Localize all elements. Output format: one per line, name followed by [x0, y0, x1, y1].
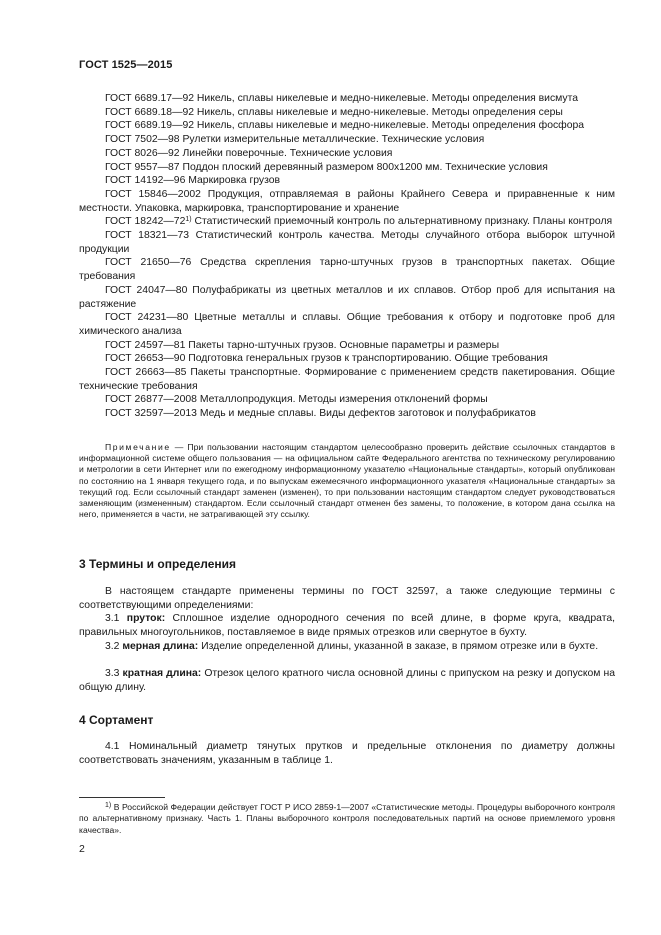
- term-name: кратная длина:: [122, 668, 202, 679]
- reference-title: Пакеты тарно-штучных грузов. Основные параметры и размеры: [188, 339, 500, 351]
- reference-code: ГОСТ 26877—2008: [105, 394, 197, 406]
- reference-item: [79, 215, 615, 229]
- references-note: [79, 442, 615, 520]
- reference-code: ГОСТ 24597—81: [105, 339, 186, 351]
- section-3-intro: В настоящем стандарте применены термины по ГОСТ 32597, а также следующие термины с соответствующими определениями:: [79, 586, 615, 611]
- reference-item: [79, 133, 615, 147]
- term-text: Отрезок целого кратного числа основной длины с припуском на резку и допуском на общую длину.: [79, 668, 616, 693]
- note-text: — При пользовании настоящим стандартом целесообразно проверить действие ссылочных стандартов в информационной системе общего пользования — на официальном сайте Федерального агентства по техническому регулированию и метрологии в сети Интернет или по ежегодному информационному указателю «Национальные стандарты», который опубликован по состоянию на 1 января текущего года, и по выпускам ежемесячного информационного указателя «Национальные стандарты» за текущий год. Если ссылочный стандарт заменен (изменен), то при пользовании настоящим стандартом следует руководствоваться заменяющим (измененным) стандартом. Если ссылочный стандарт отменен без замены, то положение, в котором дана ссылка на него, применяется в части, не затрагивающей эту ссылку.: [79, 442, 616, 520]
- section-3-heading: 3 Термины и определения: [79, 557, 237, 571]
- reference-title: Статистический приемочный контроль по альтернативному признаку. Планы контроля: [194, 216, 613, 228]
- footnote-ref-mark: 1): [185, 216, 192, 224]
- reference-item: [79, 339, 615, 353]
- term-name: мерная длина:: [122, 641, 199, 652]
- reference-code: ГОСТ 26653—90: [105, 353, 186, 365]
- reference-item: [79, 229, 615, 256]
- reference-code: ГОСТ 7502—98: [105, 134, 180, 146]
- footnote-mark: 1): [105, 802, 112, 809]
- term-definition: [79, 640, 615, 654]
- term-definition: [79, 667, 615, 695]
- reference-title: Никель, сплавы никелевые и медно-никелевые. Методы определения серы: [196, 106, 563, 118]
- reference-title: Линейки поверочные. Технические условия: [182, 147, 393, 159]
- document-header: ГОСТ 1525—2015: [79, 59, 173, 71]
- reference-title: Цветные металлы и сплавы. Общие требования к отбору и подготовке проб для химического анализа: [79, 312, 616, 337]
- reference-title: Полуфабрикаты из цветных металлов и их сплавов. Отбор проб для испытания на растяжение: [79, 284, 616, 310]
- reference-code: ГОСТ 24231—80: [105, 312, 189, 324]
- reference-item: [79, 119, 615, 133]
- reference-title: Подготовка генеральных грузов к транспортированию. Общие требования: [188, 353, 548, 365]
- reference-item: [79, 174, 615, 188]
- reference-item: [79, 311, 615, 338]
- reference-code: ГОСТ 6689.17—92: [105, 93, 195, 104]
- reference-code: ГОСТ 15846—2002: [105, 188, 201, 200]
- reference-item: [79, 366, 615, 393]
- reference-code: ГОСТ 24047—80: [105, 284, 188, 296]
- reference-code: ГОСТ 18242—72: [105, 216, 186, 228]
- reference-code: ГОСТ 9557—87: [105, 161, 180, 173]
- reference-title: Маркировка грузов: [188, 175, 281, 187]
- reference-code: ГОСТ 8026—92: [105, 147, 180, 159]
- reference-title: Никель, сплавы никелевые и медно-никелевые. Методы определения фосфора: [196, 120, 585, 132]
- page-number: 2: [79, 843, 85, 855]
- reference-code: ГОСТ 21650—76: [105, 257, 192, 269]
- term-number: 3.2: [105, 641, 120, 652]
- reference-item: [79, 188, 615, 215]
- term-number: 3.3: [105, 668, 120, 679]
- term-text: Сплошное изделие однородного сечения по всей длине, в форме круга, квадрата, правильных многоугольников, поставляемое в виде прямых отрезков или свернутое в бухту.: [79, 613, 615, 638]
- term-definition: [79, 612, 615, 640]
- note-label: Примечание: [105, 442, 171, 452]
- reference-title: Поддон плоский деревянный размером 800х1200 мм. Технические условия: [182, 161, 548, 173]
- reference-code: ГОСТ 6689.18—92: [105, 106, 195, 118]
- footnote: [79, 802, 615, 836]
- section-4-heading: 4 Сортамент: [79, 713, 154, 727]
- reference-title: Продукция, отправляемая в районы Крайнего Севера и приравненные к ним местности. Упаковка, маркировка, транспортирование и хранение: [79, 188, 615, 214]
- reference-item: [79, 284, 615, 311]
- reference-item: [79, 161, 615, 175]
- reference-item: [79, 352, 615, 366]
- term-text: Изделие определенной длины, указанной в заказе, в прямом отрезке или в бухте.: [201, 641, 599, 652]
- footnote-separator: [79, 797, 165, 798]
- footnote-text: В Российской Федерации действует ГОСТ Р ИСО 2859-1—2007 «Статистические методы. Процедуры выборочного контроля по альтернативному признаку. Часть 1. Планы выборочного контроля последовательных партий на основе приемлемого уровня качества».: [79, 802, 616, 835]
- reference-title: Пакеты транспортные. Формирование с применением средств пакетирования. Общие технические требования: [79, 367, 615, 392]
- reference-title: Металлопродукция. Методы измерения отклонений формы: [199, 394, 488, 406]
- reference-item: [79, 256, 615, 283]
- reference-item: [79, 393, 615, 407]
- reference-title: Рулетки измерительные металлические. Технические условия: [182, 134, 485, 146]
- reference-title: Медь и медные сплавы. Виды дефектов заготовок и полуфабрикатов: [199, 408, 536, 420]
- reference-item: [79, 92, 615, 106]
- reference-code: ГОСТ 26663—85: [105, 367, 187, 379]
- reference-title: Никель, сплавы никелевые и медно-никелевые. Методы определения висмута: [196, 93, 579, 104]
- reference-code: ГОСТ 32597—2013: [105, 408, 197, 420]
- normative-references-list: [79, 92, 615, 421]
- term-name: пруток:: [126, 613, 166, 624]
- reference-item: [79, 106, 615, 120]
- section-4-paragraph: 4.1 Номинальный диаметр тянутых прутков и предельные отклонения по диаметру должны соответствовать значениям, указанным в таблице 1.: [79, 741, 615, 766]
- reference-title: Средства скрепления тарно-штучных грузов в транспортных пакетах. Общие требования: [79, 257, 616, 283]
- reference-item: [79, 407, 615, 421]
- reference-code: ГОСТ 18321—73: [105, 230, 190, 242]
- term-number: 3.1: [105, 613, 120, 624]
- reference-title: Статистический контроль качества. Методы случайного отбора выборок штучной продукции: [79, 230, 615, 255]
- reference-item: [79, 147, 615, 161]
- reference-code: ГОСТ 6689.19—92: [105, 120, 195, 132]
- reference-code: ГОСТ 14192—96: [105, 175, 186, 187]
